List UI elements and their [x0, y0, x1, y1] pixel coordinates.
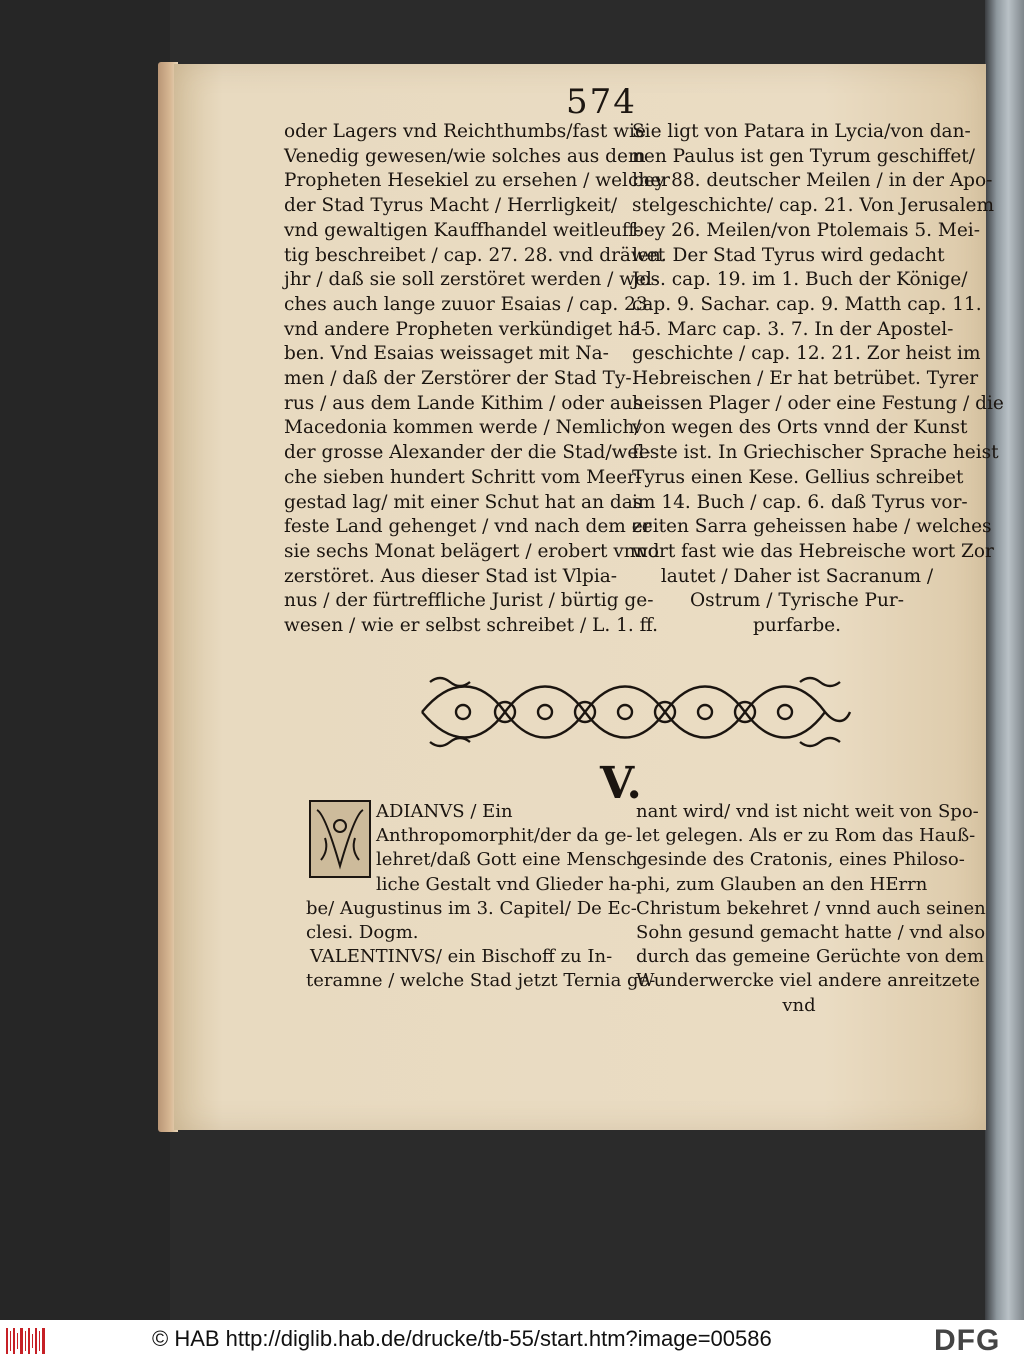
text-line: che sieben hundert Schritt vom Meer- [284, 466, 643, 488]
footer-copyright-link[interactable]: © HAB http://diglib.hab.de/drucke/tb-55/start.htm?image=00586 [152, 1326, 772, 1351]
text-line: Macedonia kommen werde / Nemlich/ [284, 417, 641, 439]
text-line: vnd [782, 994, 816, 1016]
text-line: tig beschreibet / cap. 27. 28. vnd dräwet [284, 244, 666, 266]
ornament-band [410, 668, 860, 756]
scan-backdrop [0, 0, 170, 1320]
text-line: sie sechs Monat belägert / erobert vnnd [284, 540, 660, 562]
text-line: jhr / daß sie soll zerstöret werden / wel- [284, 269, 659, 291]
text-line: der Stad Tyrus Macht / Herrligkeit/ [284, 195, 618, 217]
text-line: ADIANVS / Ein [376, 801, 513, 822]
text-line: phi, zum Glauben an den HErrn [636, 873, 928, 895]
text-line: ches auch lange zuuor Esaias / cap. 23. [284, 293, 654, 315]
text-line: let gelegen. Als er zu Rom das Hauß- [636, 825, 976, 847]
dfg-logo: DFG [934, 1324, 1001, 1357]
decorated-initial [309, 800, 371, 878]
text-line: be/ Augustinus im 3. Capitel/ De Ec- [306, 897, 637, 919]
text-line: Anthropomorphit/der da ge- [376, 825, 633, 847]
text-line: durch das gemeine Gerüchte von dem [636, 946, 985, 968]
text-line: nus / der fürtreffliche Jurist / bürtig ge- [284, 590, 654, 612]
text-line: rus / aus dem Lande Kithim / oder aus [284, 392, 643, 414]
text-line: Propheten Hesekiel zu ersehen / welcher [284, 170, 671, 192]
text-line: len. Der Stad Tyrus wird gedacht [632, 244, 945, 266]
text-line: lautet / Daher ist Sacranum / [660, 565, 934, 587]
text-line: purfarbe. [753, 615, 841, 636]
text-line: wesen / wie er selbst schreibet / L. 1. ff. [284, 615, 659, 636]
text-line: cap. 9. Sachar. cap. 9. Matth cap. 11. [632, 293, 982, 315]
text-line: bey 26. Meilen/von Ptolemais 5. Mei- [632, 219, 980, 241]
text-line: von wegen des Orts vnnd der Kunst [632, 417, 968, 439]
section-letter: V. [600, 758, 642, 809]
barcode-logo [6, 1328, 48, 1354]
text-line: liche Gestalt vnd Glieder ha- [376, 873, 637, 895]
text-line: 15. Marc cap. 3. 7. In der Apostel- [632, 318, 954, 340]
text-line: gesinde des Cratonis, eines Philoso- [636, 849, 965, 871]
text-line: VALENTINVS/ ein Bischoff zu In- [310, 946, 613, 968]
text-line: lehret/daß Gott eine Mensch [376, 849, 638, 871]
text-line: Christum bekehret / vnnd auch seinen [636, 897, 986, 919]
text-line: im 14. Buch / cap. 6. daß Tyrus vor- [632, 491, 968, 513]
text-line: vnd gewaltigen Kauffhandel weitleuff- [284, 219, 641, 241]
text-line: Venedig gewesen/wie solches aus dem [284, 145, 646, 167]
text-line: oder Lagers vnd Reichthumbs/fast wie [284, 121, 646, 142]
text-line: bey 88. deutscher Meilen / in der Apo- [632, 170, 993, 192]
text-line: vnd andere Propheten verkündiget ha- [284, 318, 648, 340]
text-line: stelgeschichte/ cap. 21. Von Jerusalem [632, 195, 994, 217]
text-line: Wunderwercke viel andere anreitzete [636, 970, 980, 992]
text-line: clesi. Dogm. [306, 922, 419, 943]
text-line: feste Land gehenget / vnd nach dem er [284, 516, 652, 538]
text-line: feste ist. In Griechischer Sprache heist [632, 442, 999, 464]
text-line: ben. Vnd Esaias weissaget mit Na- [284, 343, 609, 365]
text-line: teramne / welche Stad jetzt Ternia ge- [306, 970, 656, 992]
text-line: wort fast wie das Hebreische wort Zor [632, 540, 994, 562]
text-line: Hebreischen / Er hat betrübet. Tyrer [632, 368, 979, 389]
text-line: nant wird/ vnd ist nicht weit von Spo- [636, 801, 979, 822]
text-line: nen Paulus ist gen Tyrum geschiffet/ [632, 145, 975, 167]
text-line: geschichte / cap. 12. 21. Zor heist im [632, 343, 981, 365]
text-line: Sie ligt von Patara in Lycia/von dan- [632, 121, 971, 142]
text-line: Tyrus einen Kese. Gellius schreibet [632, 466, 964, 488]
text-line: Jos. cap. 19. im 1. Buch der Könige/ [632, 269, 968, 291]
page-number: 574 [566, 82, 637, 122]
text-line: zeiten Sarra geheissen habe / welches [632, 516, 992, 538]
text-line: zerstöret. Aus dieser Stad ist Vlpia- [284, 565, 618, 587]
text-line: heissen Plager / oder eine Festung / die [632, 392, 1004, 414]
text-line: Sohn gesund gemacht hatte / vnd also [636, 922, 986, 943]
text-line: men / daß der Zerstörer der Stad Ty- [284, 368, 632, 389]
text-line: der grosse Alexander der die Stad/wel- [284, 442, 651, 464]
text-line: gestad lag/ mit einer Schut hat an das [284, 491, 643, 513]
text-line: Ostrum / Tyrische Pur- [690, 590, 904, 612]
